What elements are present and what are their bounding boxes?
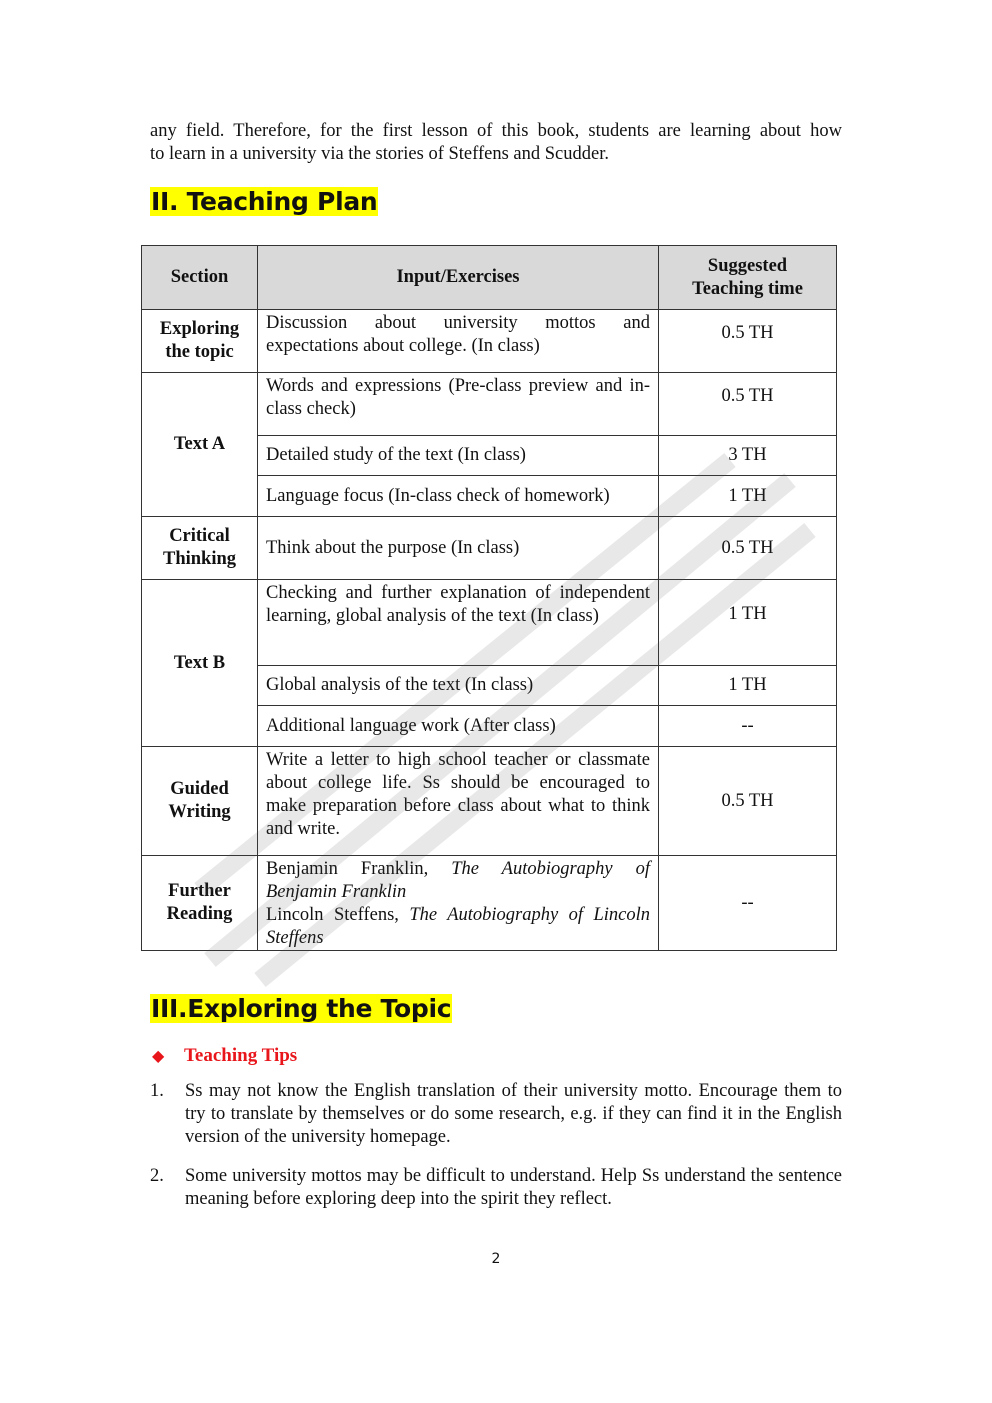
input-cell: Checking and further explanation of independent learning, global analysis of the text (In class) (258, 580, 659, 666)
section-label-line: Exploring (159, 319, 240, 339)
intro-paragraph (150, 120, 842, 166)
header-time-line1: Suggested (707, 255, 788, 276)
input-cell: Global analysis of the text (In class) (258, 666, 659, 706)
further-reading-entry (266, 858, 650, 904)
section-label-line: Critical (169, 526, 230, 546)
time-cell: -- (659, 706, 837, 747)
table-row (142, 373, 837, 436)
input-cell: Discussion about university mottos and expectations about college. (In class) (258, 310, 659, 373)
list-number: 1. (150, 1081, 164, 1101)
section-cell: Text B (142, 580, 258, 747)
section-cell (142, 310, 258, 373)
page-number: 2 (491, 1251, 501, 1267)
section-cell (142, 517, 258, 580)
intro-line-2: to learn in a university via the stories of Steffens and Scudder. (150, 144, 609, 164)
list-number: 2. (150, 1166, 164, 1186)
tips-title-text: Teaching Tips (184, 1045, 298, 1066)
time-cell: 1 TH (659, 666, 837, 706)
list-text: Ss may not know the English translation of their university motto. Encourage them to try to translate by themselves or do some research, e.g. if they can find it in the English version of the university homepage. (185, 1081, 842, 1147)
input-cell: Write a letter to high school teacher or classmate about college life. Ss should be encouraged to make preparation before class about what to think and write. (258, 747, 659, 856)
input-cell: Additional language work (After class) (258, 706, 659, 747)
header-time (659, 246, 837, 310)
table-row (142, 517, 837, 580)
reading-author: Lincoln Steffens, (266, 905, 410, 925)
section-cell (142, 856, 258, 951)
time-cell: 1 TH (659, 580, 837, 666)
time-cell: 0.5 TH (659, 310, 837, 373)
header-time-line2: Teaching time (692, 278, 803, 299)
reading-author: Benjamin Franklin, (266, 859, 452, 879)
reading-title: The Autobiography of Lincoln Steffens (266, 905, 650, 948)
teaching-tips-title (152, 1044, 297, 1069)
table-row (142, 310, 837, 373)
time-cell: 0.5 TH (659, 747, 837, 856)
intro-line-1: any field. Therefore, for the first lesson of this book, students are learning about how (150, 121, 842, 141)
heading-title: III.Exploring the Topic (151, 994, 452, 1023)
heading-title: II. Teaching Plan (151, 187, 378, 216)
input-cell: Words and expressions (Pre-class preview and in-class check) (258, 373, 659, 436)
table-row (142, 747, 837, 856)
list-item (150, 1080, 842, 1149)
table-row (142, 856, 837, 951)
section-label-line: Guided (170, 779, 229, 799)
input-cell: Detailed study of the text (In class) (258, 436, 659, 476)
input-cell (258, 856, 659, 951)
time-cell: 3 TH (659, 436, 837, 476)
input-cell: Language focus (In-class check of homework) (258, 476, 659, 517)
section-heading-exploring-topic (150, 993, 452, 1025)
section-label-line: Writing (168, 802, 231, 822)
header-section: Section (142, 246, 258, 310)
time-cell: 0.5 TH (659, 517, 837, 580)
input-cell: Think about the purpose (In class) (258, 517, 659, 580)
reading-title: The Autobiography of Benjamin Franklin (266, 859, 651, 902)
section-cell (142, 747, 258, 856)
section-heading-teaching-plan (150, 186, 378, 218)
diamond-icon: ◆ (152, 1048, 165, 1065)
section-cell: Text A (142, 373, 258, 517)
time-cell: -- (659, 856, 837, 951)
section-label-line: Reading (166, 904, 233, 924)
table-row (142, 580, 837, 666)
time-cell: 0.5 TH (659, 373, 837, 436)
section-label-line: Further (168, 881, 231, 901)
further-reading-entry (266, 904, 650, 950)
section-label-line: Thinking (162, 549, 237, 569)
section-label-line: the topic (165, 342, 234, 362)
time-cell: 1 TH (659, 476, 837, 517)
list-item (150, 1165, 842, 1211)
teaching-plan-table (141, 245, 837, 951)
header-input: Input/Exercises (258, 246, 659, 310)
table-header-row (142, 246, 837, 310)
list-text: Some university mottos may be difficult to understand. Help Ss understand the sentence meaning before exploring deep into the spirit they reflect. (185, 1166, 842, 1209)
